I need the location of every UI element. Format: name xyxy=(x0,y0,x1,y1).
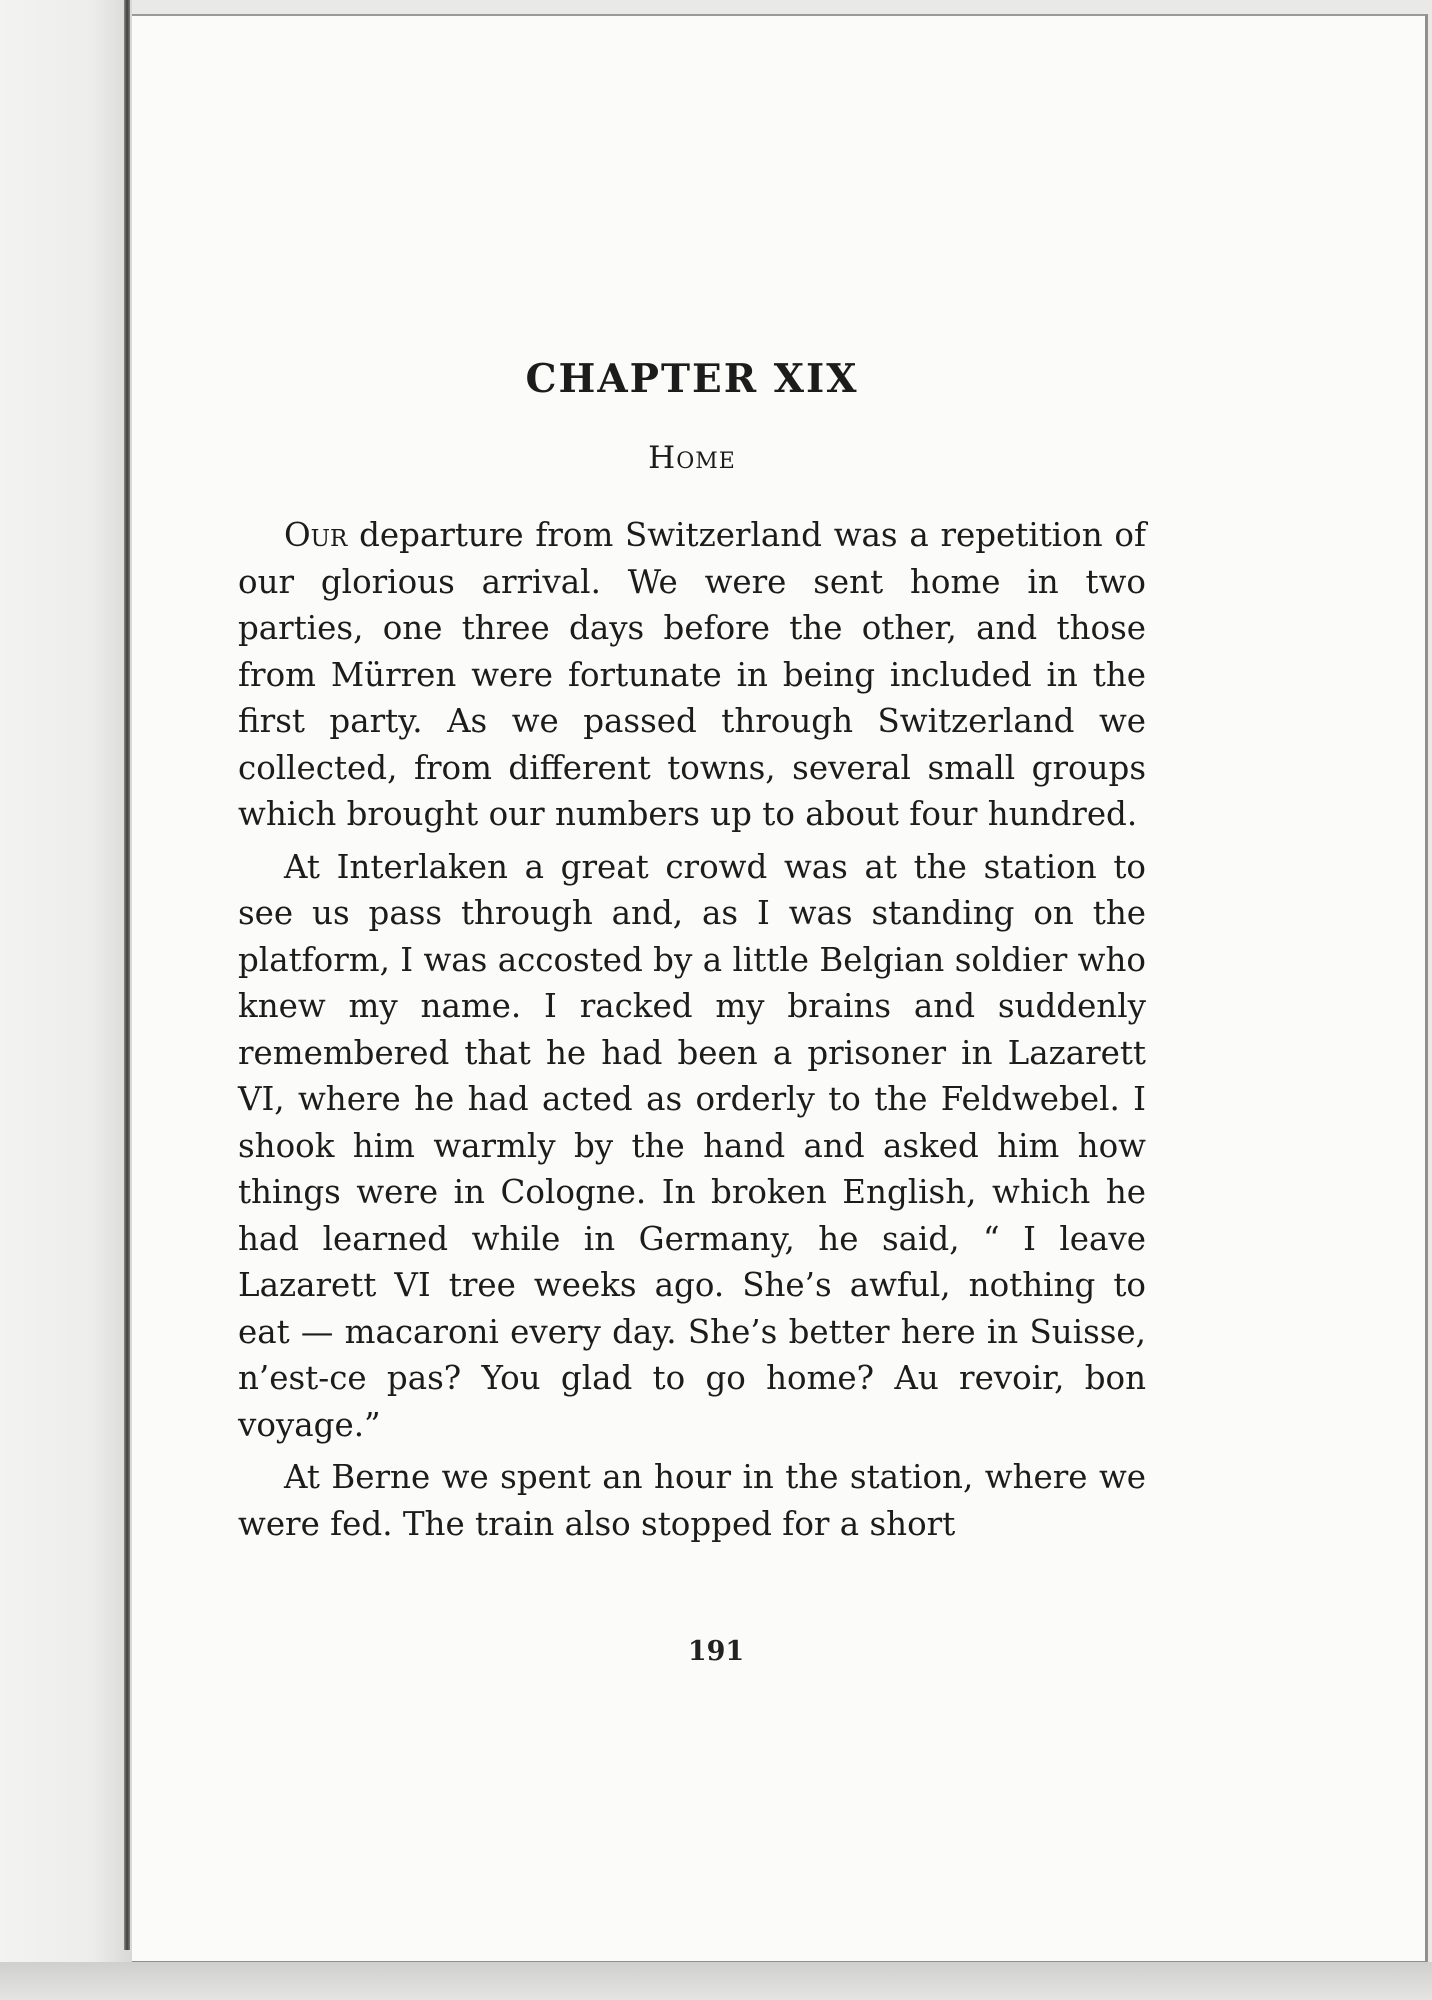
paragraph-1 xyxy=(238,512,1146,838)
chapter-title: CHAPTER XIX xyxy=(525,356,859,402)
paragraph-1-text: departure from Switzerland was a repetition of our glorious arrival. We were sent home in two parties, one three days before the other, and those from Mürren were fortunate in being included in the first party. As we passed through Switzerland we collected, from different towns, several small groups which brought our numbers up to about four hundred. xyxy=(238,516,1146,833)
paragraph-lead-word: Our xyxy=(284,516,348,554)
left-page-edge xyxy=(0,0,132,2000)
paragraph-2: At Interlaken a great crowd was at the station to see us pass through and, as I was standing on the platform, I was accosted by a little Belgian soldier who knew my name. I racked my brains and suddenly remembered that he had been a prisoner in Lazarett VI, where he had acted as orderly to the Feldwebel. I shook him warmly by the hand and asked him how things were in Cologne. In broken English, which he had learned while in Germany, he said, “ I leave Lazarett VI tree weeks ago. She’s awful, nothing to eat — macaroni every day. She’s better here in Suisse, n’est-ce pas? You glad to go home? Au revoir, bon voyage.” xyxy=(238,847,1146,1444)
page-number: 191 xyxy=(687,1636,745,1667)
chapter-subtitle: Home xyxy=(648,440,736,476)
page-text-block xyxy=(238,356,1146,1553)
page-bottom-shadow xyxy=(0,1962,1432,2000)
paragraph-3: At Berne we spent an hour in the station, where we were fed. The train also stopped for a short xyxy=(238,1458,1146,1543)
